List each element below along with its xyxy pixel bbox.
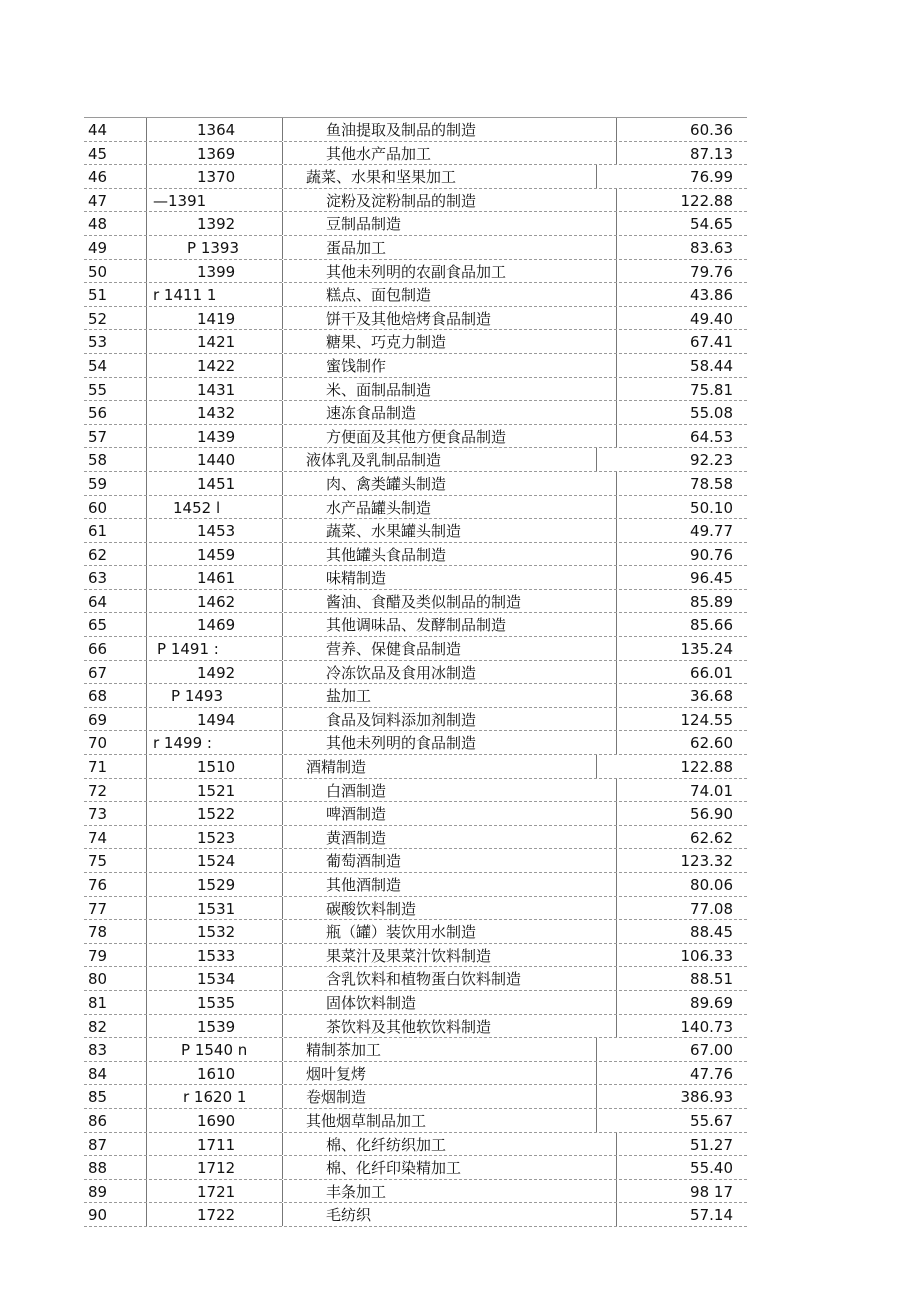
industry-name: 烟叶复烤	[306, 1062, 597, 1085]
table-row	[84, 1180, 747, 1204]
industry-code: 1453	[197, 522, 236, 541]
row-number: 50	[88, 262, 108, 281]
industry-name: 液体乳及乳制品制造	[306, 448, 597, 471]
industry-value: 64.53	[690, 427, 733, 446]
row-number: 57	[88, 427, 108, 446]
industry-name: 豆制品制造	[306, 212, 617, 235]
industry-code: P 1493	[171, 687, 223, 706]
table-row	[84, 354, 747, 378]
industry-code: 1722	[197, 1206, 236, 1225]
industry-name: 黄酒制造	[306, 826, 617, 849]
row-number: 59	[88, 474, 108, 493]
industry-name: 米、面制品制造	[306, 378, 617, 401]
table-row	[84, 283, 747, 307]
industry-code: 1422	[197, 356, 236, 375]
industry-name: 啤酒制造	[306, 802, 617, 825]
industry-code: 1533	[197, 946, 236, 965]
industry-value: 106.33	[680, 946, 733, 965]
industry-name: 固体饮料制造	[306, 991, 617, 1014]
industry-code-cell	[146, 165, 283, 188]
row-number: 87	[88, 1135, 108, 1154]
industry-code-cell	[146, 1180, 283, 1203]
industry-code-cell	[146, 566, 283, 589]
industry-code: 1494	[197, 710, 236, 729]
row-number: 62	[88, 545, 108, 564]
industry-code: 1459	[197, 545, 236, 564]
industry-name: 卷烟制造	[306, 1085, 597, 1108]
table-row	[84, 425, 747, 449]
row-number: 83	[88, 1041, 108, 1060]
industry-code-cell	[146, 425, 283, 448]
table-row	[84, 307, 747, 331]
table-row	[84, 566, 747, 590]
industry-code: 1364	[197, 121, 236, 139]
row-number: 46	[88, 168, 108, 187]
industry-name: 蜜饯制作	[306, 354, 617, 377]
row-number: 60	[88, 498, 108, 517]
industry-name: 瓶（罐）装饮用水制造	[306, 920, 617, 943]
table-row	[84, 897, 747, 921]
industry-code-cell	[146, 496, 283, 519]
industry-code-cell	[146, 189, 283, 212]
row-number: 82	[88, 1017, 108, 1036]
row-number: 89	[88, 1182, 108, 1201]
row-number: 69	[88, 710, 108, 729]
industry-code-cell	[146, 967, 283, 990]
industry-code: 1532	[197, 923, 236, 942]
row-number: 68	[88, 687, 108, 706]
industry-name: 酒精制造	[306, 755, 597, 778]
industry-code: 1510	[197, 758, 236, 777]
table-row	[84, 802, 747, 826]
row-number: 74	[88, 828, 108, 847]
industry-code: 1721	[197, 1182, 236, 1201]
row-number: 67	[88, 663, 108, 682]
industry-value: 55.40	[690, 1159, 733, 1178]
industry-value: 85.66	[690, 616, 733, 635]
industry-code-cell	[146, 307, 283, 330]
table-row	[84, 260, 747, 284]
industry-name: 蛋品加工	[306, 236, 617, 259]
industry-code-cell	[146, 1062, 283, 1085]
industry-code: P 1491 :	[157, 640, 219, 659]
industry-name: 其他调味品、发酵制品制造	[306, 613, 617, 636]
industry-name: 茶饮料及其他软饮料制造	[306, 1015, 617, 1038]
industry-value: 62.60	[690, 734, 733, 753]
industry-name: 营养、保健食品制造	[306, 637, 617, 660]
row-number: 75	[88, 852, 108, 871]
industry-code-cell	[146, 401, 283, 424]
table-row	[84, 519, 747, 543]
industry-value: 54.65	[690, 215, 733, 234]
industry-code-cell	[146, 613, 283, 636]
industry-name: 其他罐头食品制造	[306, 543, 617, 566]
industry-value: 88.45	[690, 923, 733, 942]
data-table	[84, 117, 747, 1227]
table-row	[84, 731, 747, 755]
row-number: 71	[88, 758, 108, 777]
industry-value: 74.01	[690, 781, 733, 800]
table-row	[84, 1133, 747, 1157]
row-number: 80	[88, 970, 108, 989]
table-row	[84, 755, 747, 779]
industry-code-cell	[146, 1015, 283, 1038]
table-row	[84, 873, 747, 897]
row-number: 90	[88, 1206, 108, 1225]
industry-name: 速冻食品制造	[306, 401, 617, 424]
industry-value: 89.69	[690, 993, 733, 1012]
industry-code: 1392	[197, 215, 236, 234]
table-row	[84, 708, 747, 732]
industry-code-cell	[146, 826, 283, 849]
row-number: 55	[88, 380, 108, 399]
industry-name: 淀粉及淀粉制品的制造	[306, 189, 617, 212]
row-number: 85	[88, 1088, 108, 1107]
row-number: 52	[88, 309, 108, 328]
row-number: 54	[88, 356, 108, 375]
industry-code: 1451	[197, 474, 236, 493]
table-row	[84, 920, 747, 944]
table-row	[84, 401, 747, 425]
industry-code-cell	[146, 1085, 283, 1108]
industry-code-cell	[146, 283, 283, 306]
industry-value: 83.63	[690, 238, 733, 257]
row-number: 49	[88, 238, 108, 257]
industry-value: 55.67	[690, 1111, 733, 1130]
industry-name: 饼干及其他焙烤食品制造	[306, 307, 617, 330]
table-row	[84, 189, 747, 213]
industry-code: P 1393	[187, 238, 239, 257]
table-row	[84, 661, 747, 685]
industry-code-cell	[146, 684, 283, 707]
industry-value: 75.81	[690, 380, 733, 399]
industry-value: 36.68	[690, 687, 733, 706]
industry-code: 1524	[197, 852, 236, 871]
industry-code-cell	[146, 944, 283, 967]
industry-code-cell	[146, 543, 283, 566]
industry-code: 1419	[197, 309, 236, 328]
industry-code-cell	[146, 212, 283, 235]
industry-value: 78.58	[690, 474, 733, 493]
industry-code-cell	[146, 236, 283, 259]
industry-value: 49.40	[690, 309, 733, 328]
industry-value: 57.14	[690, 1206, 733, 1225]
industry-name: 冷冻饮品及食用冰制造	[306, 661, 617, 684]
industry-name: 蔬菜、水果罐头制造	[306, 519, 617, 542]
industry-code-cell	[146, 118, 283, 141]
table-row	[84, 590, 747, 614]
industry-name: 鱼油提取及制品的制造	[306, 118, 617, 141]
industry-name: 其他烟草制品加工	[306, 1109, 597, 1132]
industry-value: 80.06	[690, 876, 733, 894]
industry-code: 1712	[197, 1159, 236, 1178]
table-row	[84, 1015, 747, 1039]
table-row	[84, 117, 747, 142]
industry-name: 方便面及其他方便食品制造	[306, 425, 617, 448]
table-row	[84, 967, 747, 991]
industry-code-cell	[146, 260, 283, 283]
industry-value: 58.44	[690, 356, 733, 375]
industry-name: 碳酸饮料制造	[306, 897, 617, 920]
row-number: 73	[88, 805, 108, 824]
row-number: 56	[88, 404, 108, 423]
industry-code: 1439	[197, 427, 236, 446]
industry-name: 糕点、面包制造	[306, 283, 617, 306]
industry-code-cell	[146, 661, 283, 684]
industry-code: 1432	[197, 404, 236, 423]
industry-code-cell	[146, 897, 283, 920]
row-number: 58	[88, 451, 108, 470]
industry-code: 1711	[197, 1135, 236, 1154]
industry-value: 98 17	[690, 1182, 733, 1201]
industry-code-cell	[146, 1109, 283, 1132]
row-number: 44	[88, 121, 108, 139]
row-number: 77	[88, 899, 108, 918]
industry-code-cell	[146, 519, 283, 542]
industry-value: 77.08	[690, 899, 733, 918]
industry-value: 79.76	[690, 262, 733, 281]
row-number: 45	[88, 144, 108, 163]
industry-code: 1399	[197, 262, 236, 281]
industry-value: 67.00	[690, 1041, 733, 1060]
row-number: 72	[88, 781, 108, 800]
table-row	[84, 826, 747, 850]
industry-code: 1492	[197, 663, 236, 682]
industry-name: 酱油、食醋及类似制品的制造	[306, 590, 617, 613]
table-row	[84, 496, 747, 520]
table-row	[84, 779, 747, 803]
industry-code-cell	[146, 731, 283, 754]
industry-value: 62.62	[690, 828, 733, 847]
industry-value: 90.76	[690, 545, 733, 564]
industry-code-cell	[146, 637, 283, 660]
industry-code: 1431	[197, 380, 236, 399]
industry-code: 1534	[197, 970, 236, 989]
industry-code: r 1499 :	[153, 734, 212, 753]
industry-name: 果菜汁及果菜汁饮料制造	[306, 944, 617, 967]
industry-value: 124.55	[680, 710, 733, 729]
industry-code-cell	[146, 849, 283, 872]
industry-name: 其他未列明的食品制造	[306, 731, 617, 754]
industry-name: 葡萄酒制造	[306, 849, 617, 872]
table-row	[84, 1085, 747, 1109]
table-row	[84, 849, 747, 873]
industry-value: 67.41	[690, 333, 733, 352]
industry-code: 1452 l	[173, 498, 221, 517]
industry-value: 56.90	[690, 805, 733, 824]
table-row	[84, 1038, 747, 1062]
industry-code: r 1620 1	[183, 1088, 247, 1107]
table-row	[84, 1109, 747, 1133]
industry-name: 精制茶加工	[306, 1038, 597, 1061]
industry-code: P 1540 n	[181, 1041, 248, 1060]
industry-name: 糖果、巧克力制造	[306, 330, 617, 353]
industry-code: —1391	[153, 191, 207, 210]
table-row	[84, 378, 747, 402]
table-row	[84, 472, 747, 496]
row-number: 84	[88, 1064, 108, 1083]
row-number: 53	[88, 333, 108, 352]
industry-code-cell	[146, 779, 283, 802]
row-number: 66	[88, 640, 108, 659]
industry-code-cell	[146, 142, 283, 165]
row-number: 48	[88, 215, 108, 234]
industry-name: 其他酒制造	[306, 873, 617, 896]
industry-value: 386.93	[680, 1088, 733, 1107]
industry-code: 1440	[197, 451, 236, 470]
table-row	[84, 165, 747, 189]
industry-code-cell	[146, 802, 283, 825]
row-number: 70	[88, 734, 108, 753]
industry-value: 85.89	[690, 592, 733, 611]
industry-value: 51.27	[690, 1135, 733, 1154]
industry-name: 肉、禽类罐头制造	[306, 472, 617, 495]
row-number: 64	[88, 592, 108, 611]
table-row	[84, 1156, 747, 1180]
industry-value: 60.36	[690, 121, 733, 139]
row-number: 81	[88, 993, 108, 1012]
industry-value: 49.77	[690, 522, 733, 541]
industry-code: r 1411 1	[153, 286, 217, 305]
industry-value: 140.73	[680, 1017, 733, 1036]
row-number: 88	[88, 1159, 108, 1178]
industry-code: 1529	[197, 876, 236, 894]
industry-name: 其他未列明的农副食品加工	[306, 260, 617, 283]
industry-code-cell	[146, 1203, 283, 1226]
row-number: 47	[88, 191, 108, 210]
table-row	[84, 142, 747, 166]
industry-value: 47.76	[690, 1064, 733, 1083]
industry-value: 88.51	[690, 970, 733, 989]
industry-code: 1535	[197, 993, 236, 1012]
industry-value: 76.99	[690, 168, 733, 187]
industry-code-cell	[146, 378, 283, 401]
industry-name: 白酒制造	[306, 779, 617, 802]
industry-code-cell	[146, 755, 283, 778]
table-row	[84, 236, 747, 260]
row-number: 78	[88, 923, 108, 942]
industry-code: 1461	[197, 569, 236, 588]
industry-code: 1690	[197, 1111, 236, 1130]
row-number: 51	[88, 286, 108, 305]
industry-name: 蔬菜、水果和坚果加工	[306, 165, 597, 188]
industry-code: 1521	[197, 781, 236, 800]
table-row	[84, 448, 747, 472]
industry-code-cell	[146, 330, 283, 353]
industry-name: 水产品罐头制造	[306, 496, 617, 519]
table-row	[84, 613, 747, 637]
industry-name: 味精制造	[306, 566, 617, 589]
table-row	[84, 637, 747, 661]
industry-code: 1522	[197, 805, 236, 824]
industry-code-cell	[146, 991, 283, 1014]
industry-code: 1539	[197, 1017, 236, 1036]
industry-code: 1523	[197, 828, 236, 847]
industry-value: 50.10	[690, 498, 733, 517]
table-row	[84, 991, 747, 1015]
table-row	[84, 684, 747, 708]
industry-name: 棉、化纤印染精加工	[306, 1156, 617, 1179]
industry-code: 1369	[197, 144, 236, 163]
industry-code: 1421	[197, 333, 236, 352]
table-row	[84, 1203, 747, 1227]
industry-code-cell	[146, 354, 283, 377]
industry-code: 1610	[197, 1064, 236, 1083]
row-number: 86	[88, 1111, 108, 1130]
industry-value: 43.86	[690, 286, 733, 305]
industry-code-cell	[146, 873, 283, 896]
industry-value: 123.32	[680, 852, 733, 871]
industry-value: 122.88	[680, 758, 733, 777]
industry-name: 丰条加工	[306, 1180, 617, 1203]
industry-code-cell	[146, 1038, 283, 1061]
industry-code-cell	[146, 590, 283, 613]
industry-value: 92.23	[690, 451, 733, 470]
industry-code: 1370	[197, 168, 236, 187]
industry-code-cell	[146, 472, 283, 495]
industry-code-cell	[146, 448, 283, 471]
row-number: 63	[88, 569, 108, 588]
industry-code-cell	[146, 708, 283, 731]
row-number: 76	[88, 876, 108, 894]
industry-value: 87.13	[690, 144, 733, 163]
industry-value: 66.01	[690, 663, 733, 682]
industry-code: 1462	[197, 592, 236, 611]
table-row	[84, 1062, 747, 1086]
industry-name: 棉、化纤纺织加工	[306, 1133, 617, 1156]
industry-code-cell	[146, 1133, 283, 1156]
row-number: 65	[88, 616, 108, 635]
industry-code: 1469	[197, 616, 236, 635]
table-row	[84, 944, 747, 968]
industry-code-cell	[146, 1156, 283, 1179]
industry-name: 食品及饲料添加剂制造	[306, 708, 617, 731]
industry-code: 1531	[197, 899, 236, 918]
industry-value: 96.45	[690, 569, 733, 588]
table-row	[84, 543, 747, 567]
industry-name: 毛纺织	[306, 1203, 617, 1226]
industry-name: 含乳饮料和植物蛋白饮料制造	[306, 967, 617, 990]
row-number: 79	[88, 946, 108, 965]
industry-value: 55.08	[690, 404, 733, 423]
industry-code-cell	[146, 920, 283, 943]
table-row	[84, 330, 747, 354]
industry-name: 其他水产品加工	[306, 142, 617, 165]
industry-value: 122.88	[680, 191, 733, 210]
industry-value: 135.24	[680, 640, 733, 659]
row-number: 61	[88, 522, 108, 541]
table-row	[84, 212, 747, 236]
industry-name: 盐加工	[306, 684, 617, 707]
